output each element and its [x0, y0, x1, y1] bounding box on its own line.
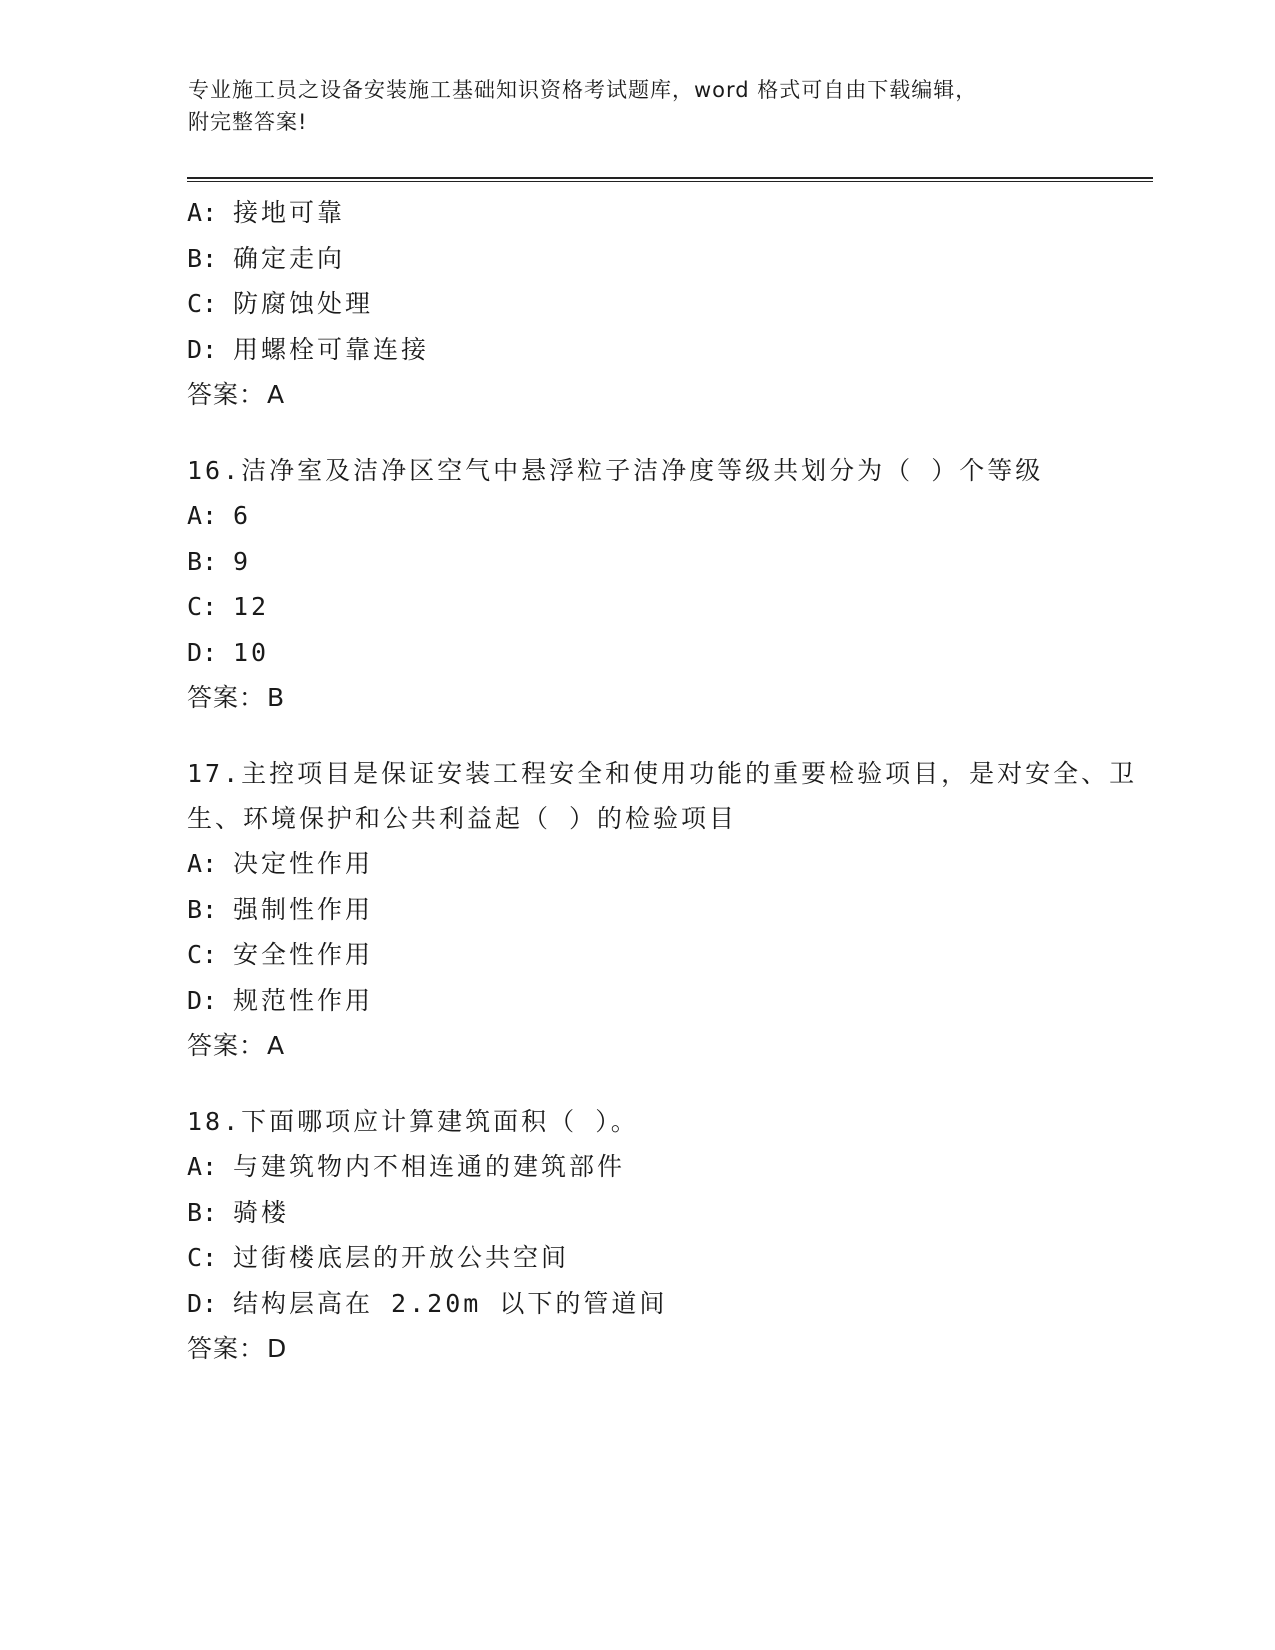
option-letter: C: [187, 1243, 218, 1272]
option-text: 防腐蚀处理 [233, 289, 374, 318]
option-letter: B: [187, 894, 218, 924]
option-letter: C: [187, 592, 218, 621]
question-list [187, 190, 1147, 1402]
option-letter: A: [187, 849, 218, 878]
option-b [187, 1190, 1147, 1236]
option-c [187, 1235, 1147, 1281]
option-a [187, 493, 1147, 539]
question-stem: 16.洁净室及洁净区空气中悬浮粒子洁净度等级共划分为（ ）个等级 [187, 456, 1044, 485]
option-d [187, 327, 1147, 373]
answer-line [187, 1326, 1147, 1372]
option-d [187, 1281, 1147, 1327]
option-letter: D: [187, 1288, 218, 1318]
answer-value: A [267, 1031, 286, 1060]
option-b [187, 887, 1147, 933]
answer-label: 答案： [187, 1031, 266, 1060]
option-a [187, 841, 1147, 887]
option-text: 规范性作用 [233, 985, 374, 1015]
answer-label: 答案： [187, 683, 266, 712]
question-stem: 18.下面哪项应计算建筑面积（ ）。 [187, 1107, 639, 1136]
option-text: 用螺栓可靠连接 [233, 334, 430, 364]
option-text: 12 [233, 592, 270, 621]
answer-value: D [267, 1334, 288, 1363]
option-letter: A: [187, 501, 218, 530]
question-18 [187, 1099, 1147, 1372]
question-16 [187, 448, 1147, 721]
option-b [187, 236, 1147, 282]
option-text: 过街楼底层的开放公共空间 [233, 1243, 570, 1272]
header-line-1: 专业施工员之设备安装施工基础知识资格考试题库，word 格式可自由下载编辑， [188, 78, 978, 102]
option-letter: B: [187, 546, 218, 576]
option-text: 确定走向 [233, 243, 346, 273]
option-letter: B: [187, 1197, 218, 1227]
answer-label: 答案： [187, 1334, 266, 1363]
option-text: 安全性作用 [233, 940, 374, 969]
option-a [187, 1144, 1147, 1190]
answer-line [187, 1023, 1147, 1069]
answer-value: B [267, 683, 286, 712]
answer-label: 答案： [187, 380, 266, 409]
option-text: 骑楼 [233, 1197, 290, 1227]
option-letter: A: [187, 1152, 218, 1181]
option-letter: C: [187, 289, 218, 318]
question-stem: 17.主控项目是保证安装工程安全和使用功能的重要检验项目，是对安全、卫生、环境保护和公共利益起（ ）的检验项目 [187, 759, 1138, 833]
option-text: 强制性作用 [233, 894, 374, 924]
option-text: 9 [233, 546, 252, 576]
option-text: 与建筑物内不相连通的建筑部件 [233, 1152, 626, 1181]
question-15 [187, 190, 1147, 418]
option-letter: D: [187, 985, 218, 1015]
option-text: 6 [233, 501, 252, 530]
option-letter: A: [187, 198, 218, 227]
option-b [187, 539, 1147, 585]
answer-value: A [267, 380, 286, 409]
option-c [187, 584, 1147, 630]
option-d [187, 978, 1147, 1024]
question-17 [187, 751, 1147, 1069]
option-text: 10 [233, 637, 270, 667]
option-a [187, 190, 1147, 236]
answer-line [187, 372, 1147, 418]
option-c [187, 932, 1147, 978]
answer-line [187, 675, 1147, 721]
document-header [188, 74, 1068, 138]
option-text: 决定性作用 [233, 849, 374, 878]
option-c [187, 281, 1147, 327]
option-text: 结构层高在 2.20m 以下的管道间 [233, 1288, 668, 1318]
option-letter: B: [187, 243, 218, 273]
option-letter: D: [187, 334, 218, 364]
option-letter: C: [187, 940, 218, 969]
header-divider [187, 177, 1153, 182]
option-d [187, 630, 1147, 676]
option-text: 接地可靠 [233, 198, 346, 227]
header-line-2: 附完整答案! [188, 110, 308, 134]
option-letter: D: [187, 637, 218, 667]
